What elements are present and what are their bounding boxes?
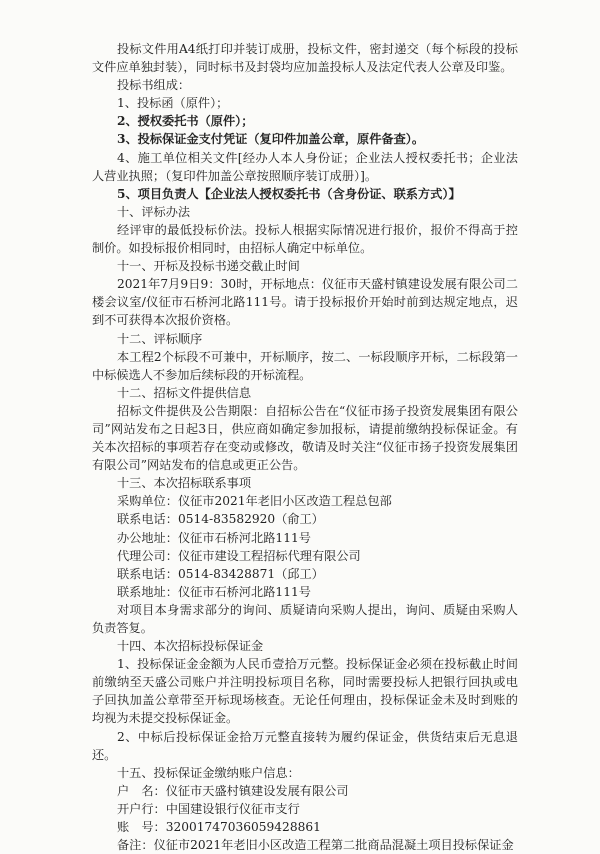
list-item-1: 1、投标函（原件）； bbox=[117, 96, 229, 111]
section-11-body: 2021年7月9日9：30时，开标地点：仪征市天盛村镇建设发展有限公司二楼会议室/仪征市石桥河北路111号。请于投标报价开始时前到达规定地点，迟到不可获得本次报价资格。 bbox=[92, 277, 518, 328]
contact-label: 联系电话： bbox=[117, 512, 178, 527]
account-value: 仪征市2021年老旧小区改造工程第二批商品混凝土项目投标保证金 bbox=[153, 838, 514, 853]
section-14-item-2: 2、中标后投标保证金拾万元整直接转为履约保证金，供货结束后无息退还。 bbox=[92, 729, 518, 762]
contact-value: 0514-83582920（俞工） bbox=[177, 512, 324, 527]
section-10-heading: 十、评标办法 bbox=[117, 204, 191, 219]
heading-bid-composition: 投标书组成： bbox=[117, 78, 191, 93]
contact-label: 联系电话： bbox=[117, 566, 178, 581]
account-row bbox=[92, 782, 518, 800]
account-row bbox=[92, 836, 518, 854]
section-14-heading: 十四、本次招标投标保证金 bbox=[117, 639, 264, 654]
account-row bbox=[92, 818, 518, 836]
section-13-heading: 十三、本次招标联系事项 bbox=[117, 476, 252, 491]
contact-value: 仪征市石桥河北路111号 bbox=[177, 530, 311, 545]
account-label: 备注： bbox=[117, 838, 154, 853]
section-12b-heading: 十二、招标文件提供信息 bbox=[117, 385, 252, 400]
section-12-body: 本工程2个标段不可兼中，开标顺序，按二、一标段顺序开标，二标段第一中标候选人不参加后续标段的开标流程。 bbox=[92, 349, 518, 382]
section-12b-body: 招标文件提供及公告期限：自招标公告在“仪征市扬子投资发展集团有限公司”网站发布之日起3日，供应商如确定参加报标，请提前缴纳投标保证金。有关本次招标的事项若存在变动或修改，敬请及时关注“仪征市扬子投资发展集团有限公司”网站发布的信息或更正公告。 bbox=[92, 403, 518, 473]
account-label: 开户行： bbox=[117, 801, 166, 816]
list-item-2: 2、授权委托书（原件）； bbox=[117, 114, 254, 129]
contact-label: 采购单位： bbox=[117, 494, 178, 509]
list-item-4: 4、施工单位相关文件[经办人本人身份证；企业法人授权委托书；企业法人营业执照；（复印件加盖公章按照顺序装订成册）]。 bbox=[92, 150, 518, 183]
contact-list bbox=[92, 492, 518, 601]
account-value: 仪征市天盛村镇建设发展有限公司 bbox=[165, 783, 349, 798]
account-value: 中国建设银行仪征市支行 bbox=[165, 801, 300, 816]
contact-value: 仪征市建设工程招标代理有限公司 bbox=[177, 548, 361, 563]
list-item-3: 3、投标保证金支付凭证（复印件加盖公章，原件备查）。 bbox=[117, 132, 425, 147]
contact-row bbox=[92, 547, 518, 565]
contact-row bbox=[92, 529, 518, 547]
paragraph-packaging: 投标文件用A4纸打印并装订成册，投标文件，密封递交（每个标段的投标文件应单独封装），同时标书及封袋均应加盖投标人及法定代表人公章及印鉴。 bbox=[92, 42, 518, 75]
section-10-body: 经评审的最低投标价法。投标人根据实际情况进行报价，报价不得高于控制价。如投标报价相同时，由招标人确定中标单位。 bbox=[92, 222, 518, 256]
account-label: 账 号： bbox=[117, 820, 166, 835]
account-row bbox=[92, 800, 518, 818]
account-label: 户 名： bbox=[117, 783, 166, 798]
section-15-heading: 十五、投标保证金缴纳账户信息： bbox=[117, 765, 300, 780]
contact-value: 0514-83428871（邱工） bbox=[177, 566, 324, 581]
contact-label: 办公地址： bbox=[117, 530, 178, 545]
contact-label: 联系地址： bbox=[117, 584, 178, 599]
contact-label: 代理公司： bbox=[117, 548, 178, 563]
contact-row bbox=[92, 583, 518, 601]
inquiry-note: 对项目本身需求部分的询问、质疑请向采购人提出，询问、质疑由采购人负责答复。 bbox=[92, 602, 518, 635]
list-item-5: 5、项目负责人【企业法人授权委托书（含身份证、联系方式）】 bbox=[117, 186, 461, 201]
contact-row bbox=[92, 510, 518, 528]
contact-row bbox=[92, 565, 518, 583]
section-12-heading: 十二、评标顺序 bbox=[117, 331, 203, 346]
section-14-item-1: 1、投标保证金金额为人民币壹拾万元整。投标保证金必须在投标截止时间前缴纳至天盛公司账户并注明投标项目名称，同时需要投标人把银行回执或电子回执加盖公章带至开标现场核查。无论任何理由，投标保证金未及时到账的均视为未提交投标保证金。 bbox=[92, 657, 518, 726]
section-11-heading: 十一、开标及投标书递交截止时间 bbox=[117, 259, 300, 274]
account-value: 32001747036059428861 bbox=[165, 820, 321, 835]
account-info bbox=[92, 782, 518, 854]
contact-row bbox=[92, 492, 518, 510]
contact-value: 仪征市2021年老旧小区改造工程总包部 bbox=[177, 494, 392, 509]
contact-value: 仪征市石桥河北路111号 bbox=[177, 584, 311, 599]
